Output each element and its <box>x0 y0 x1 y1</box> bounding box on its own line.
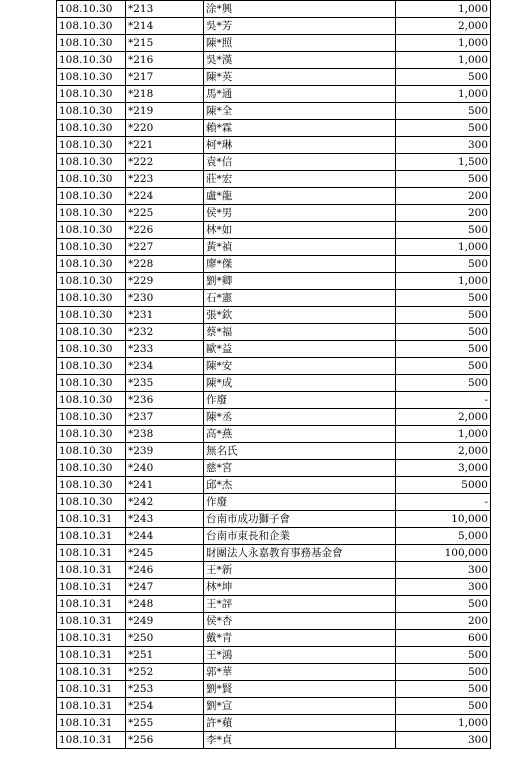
date-cell: 108.10.31 <box>57 545 126 562</box>
date-cell: 108.10.31 <box>57 596 126 613</box>
donor-name-cell: 廖*傑 <box>204 256 396 273</box>
receipt-number-cell: *246 <box>126 562 204 579</box>
table-row <box>57 154 491 171</box>
table-row <box>57 443 491 460</box>
date-cell: 108.10.30 <box>57 256 126 273</box>
date-cell: 108.10.30 <box>57 1 126 18</box>
amount-cell: 500 <box>396 171 491 188</box>
donor-name-cell: 張*欽 <box>204 307 396 324</box>
amount-cell: 5000 <box>396 477 491 494</box>
date-cell: 108.10.30 <box>57 137 126 154</box>
receipt-number-cell: *217 <box>126 69 204 86</box>
date-cell: 108.10.30 <box>57 205 126 222</box>
amount-cell: 500 <box>396 120 491 137</box>
receipt-number-cell: *230 <box>126 290 204 307</box>
date-cell: 108.10.30 <box>57 324 126 341</box>
amount-cell: 2,000 <box>396 18 491 35</box>
receipt-number-cell: *226 <box>126 222 204 239</box>
donor-name-cell: 侯*杏 <box>204 613 396 630</box>
date-cell: 108.10.30 <box>57 222 126 239</box>
donor-name-cell: 黃*禎 <box>204 239 396 256</box>
table-row <box>57 307 491 324</box>
donor-name-cell: 戴*青 <box>204 630 396 647</box>
date-cell: 108.10.30 <box>57 120 126 137</box>
donor-name-cell: 作廢 <box>204 494 396 511</box>
date-cell: 108.10.31 <box>57 647 126 664</box>
table-row <box>57 409 491 426</box>
table-row <box>57 52 491 69</box>
receipt-number-cell: *221 <box>126 137 204 154</box>
date-cell: 108.10.30 <box>57 18 126 35</box>
date-cell: 108.10.31 <box>57 698 126 715</box>
amount-cell: 100,000 <box>396 545 491 562</box>
date-cell: 108.10.30 <box>57 103 126 120</box>
amount-cell: 2,000 <box>396 409 491 426</box>
amount-cell: 1,500 <box>396 154 491 171</box>
receipt-number-cell: *241 <box>126 477 204 494</box>
donor-name-cell: 盧*龍 <box>204 188 396 205</box>
amount-cell: 200 <box>396 188 491 205</box>
donor-name-cell: 柯*琳 <box>204 137 396 154</box>
receipt-number-cell: *243 <box>126 511 204 528</box>
receipt-number-cell: *254 <box>126 698 204 715</box>
amount-cell: 500 <box>396 596 491 613</box>
table-row <box>57 239 491 256</box>
donor-name-cell: 無名氏 <box>204 443 396 460</box>
date-cell: 108.10.31 <box>57 562 126 579</box>
donor-name-cell: 王*新 <box>204 562 396 579</box>
receipt-number-cell: *251 <box>126 647 204 664</box>
date-cell: 108.10.31 <box>57 732 126 749</box>
donor-name-cell: 高*燕 <box>204 426 396 443</box>
table-row <box>57 511 491 528</box>
receipt-number-cell: *213 <box>126 1 204 18</box>
amount-cell: 1,000 <box>396 86 491 103</box>
amount-cell: 500 <box>396 324 491 341</box>
table-row <box>57 596 491 613</box>
table-row <box>57 732 491 749</box>
table-row <box>57 358 491 375</box>
receipt-number-cell: *256 <box>126 732 204 749</box>
donor-name-cell: 陳*成 <box>204 375 396 392</box>
amount-cell: 1,000 <box>396 239 491 256</box>
table-row <box>57 341 491 358</box>
receipt-number-cell: *235 <box>126 375 204 392</box>
receipt-number-cell: *252 <box>126 664 204 681</box>
donor-name-cell: 陳*照 <box>204 35 396 52</box>
amount-cell: 1,000 <box>396 1 491 18</box>
donor-name-cell: 王*評 <box>204 596 396 613</box>
donor-name-cell: 慈*宮 <box>204 460 396 477</box>
receipt-number-cell: *232 <box>126 324 204 341</box>
amount-cell: - <box>396 392 491 409</box>
donor-name-cell: 王*鴻 <box>204 647 396 664</box>
table-row <box>57 222 491 239</box>
amount-cell: 500 <box>396 103 491 120</box>
receipt-number-cell: *239 <box>126 443 204 460</box>
date-cell: 108.10.30 <box>57 86 126 103</box>
table-row <box>57 18 491 35</box>
receipt-number-cell: *216 <box>126 52 204 69</box>
amount-cell: 200 <box>396 613 491 630</box>
donor-name-cell: 侯*男 <box>204 205 396 222</box>
donor-name-cell: 陳*全 <box>204 103 396 120</box>
table-row <box>57 171 491 188</box>
table-row <box>57 562 491 579</box>
receipt-number-cell: *238 <box>126 426 204 443</box>
receipt-number-cell: *234 <box>126 358 204 375</box>
table-row <box>57 120 491 137</box>
donor-name-cell: 李*貞 <box>204 732 396 749</box>
donor-name-cell: 吳*芳 <box>204 18 396 35</box>
table-row <box>57 579 491 596</box>
amount-cell: 500 <box>396 681 491 698</box>
table-row <box>57 528 491 545</box>
table-row <box>57 273 491 290</box>
table-row <box>57 613 491 630</box>
date-cell: 108.10.30 <box>57 307 126 324</box>
receipt-number-cell: *233 <box>126 341 204 358</box>
donor-name-cell: 馬*通 <box>204 86 396 103</box>
receipt-number-cell: *249 <box>126 613 204 630</box>
receipt-number-cell: *236 <box>126 392 204 409</box>
table-row <box>57 715 491 732</box>
donation-ledger-table <box>56 0 491 749</box>
receipt-number-cell: *250 <box>126 630 204 647</box>
amount-cell: 10,000 <box>396 511 491 528</box>
table-row <box>57 290 491 307</box>
amount-cell: 1,000 <box>396 715 491 732</box>
date-cell: 108.10.30 <box>57 69 126 86</box>
amount-cell: 500 <box>396 647 491 664</box>
date-cell: 108.10.30 <box>57 375 126 392</box>
donor-name-cell: 邱*杰 <box>204 477 396 494</box>
date-cell: 108.10.30 <box>57 409 126 426</box>
amount-cell: 500 <box>396 341 491 358</box>
donor-name-cell: 吳*漢 <box>204 52 396 69</box>
receipt-number-cell: *255 <box>126 715 204 732</box>
table-row <box>57 205 491 222</box>
donor-name-cell: 陳*丞 <box>204 409 396 426</box>
date-cell: 108.10.30 <box>57 52 126 69</box>
table-row <box>57 647 491 664</box>
amount-cell: 500 <box>396 698 491 715</box>
donor-name-cell: 財團法人永嘉教育事務基金會 <box>204 545 396 562</box>
receipt-number-cell: *240 <box>126 460 204 477</box>
date-cell: 108.10.30 <box>57 358 126 375</box>
receipt-number-cell: *228 <box>126 256 204 273</box>
amount-cell: 200 <box>396 205 491 222</box>
date-cell: 108.10.30 <box>57 392 126 409</box>
table-row <box>57 545 491 562</box>
donor-name-cell: 涂*興 <box>204 1 396 18</box>
date-cell: 108.10.31 <box>57 715 126 732</box>
table-row <box>57 375 491 392</box>
donor-name-cell: 林*坤 <box>204 579 396 596</box>
date-cell: 108.10.30 <box>57 273 126 290</box>
ledger-body <box>57 1 491 749</box>
donor-name-cell: 台南市東長和企業 <box>204 528 396 545</box>
date-cell: 108.10.30 <box>57 35 126 52</box>
receipt-number-cell: *231 <box>126 307 204 324</box>
table-row <box>57 324 491 341</box>
donor-name-cell: 劉*卿 <box>204 273 396 290</box>
donor-name-cell: 莊*宏 <box>204 171 396 188</box>
date-cell: 108.10.30 <box>57 171 126 188</box>
table-row <box>57 460 491 477</box>
date-cell: 108.10.30 <box>57 154 126 171</box>
donor-name-cell: 郭*華 <box>204 664 396 681</box>
amount-cell: 2,000 <box>396 443 491 460</box>
table-row <box>57 494 491 511</box>
table-row <box>57 477 491 494</box>
date-cell: 108.10.30 <box>57 290 126 307</box>
receipt-number-cell: *248 <box>126 596 204 613</box>
amount-cell: 1,000 <box>396 52 491 69</box>
date-cell: 108.10.30 <box>57 494 126 511</box>
receipt-number-cell: *242 <box>126 494 204 511</box>
table-row <box>57 392 491 409</box>
amount-cell: - <box>396 494 491 511</box>
amount-cell: 1,000 <box>396 35 491 52</box>
table-row <box>57 35 491 52</box>
table-row <box>57 664 491 681</box>
donor-name-cell: 陳*安 <box>204 358 396 375</box>
date-cell: 108.10.30 <box>57 341 126 358</box>
receipt-number-cell: *245 <box>126 545 204 562</box>
table-row <box>57 630 491 647</box>
table-row <box>57 1 491 18</box>
donor-name-cell: 賴*霖 <box>204 120 396 137</box>
table-row <box>57 681 491 698</box>
table-row <box>57 69 491 86</box>
donor-name-cell: 許*蘋 <box>204 715 396 732</box>
date-cell: 108.10.30 <box>57 460 126 477</box>
amount-cell: 300 <box>396 137 491 154</box>
amount-cell: 1,000 <box>396 426 491 443</box>
amount-cell: 300 <box>396 562 491 579</box>
table-row <box>57 426 491 443</box>
receipt-number-cell: *227 <box>126 239 204 256</box>
receipt-number-cell: *229 <box>126 273 204 290</box>
receipt-number-cell: *218 <box>126 86 204 103</box>
date-cell: 108.10.30 <box>57 477 126 494</box>
amount-cell: 500 <box>396 307 491 324</box>
date-cell: 108.10.30 <box>57 188 126 205</box>
donor-name-cell: 林*如 <box>204 222 396 239</box>
table-row <box>57 103 491 120</box>
amount-cell: 500 <box>396 256 491 273</box>
receipt-number-cell: *219 <box>126 103 204 120</box>
receipt-number-cell: *247 <box>126 579 204 596</box>
receipt-number-cell: *214 <box>126 18 204 35</box>
donor-name-cell: 陳*英 <box>204 69 396 86</box>
date-cell: 108.10.30 <box>57 426 126 443</box>
amount-cell: 300 <box>396 732 491 749</box>
receipt-number-cell: *215 <box>126 35 204 52</box>
donor-name-cell: 蔡*福 <box>204 324 396 341</box>
date-cell: 108.10.31 <box>57 579 126 596</box>
date-cell: 108.10.30 <box>57 443 126 460</box>
donor-name-cell: 作廢 <box>204 392 396 409</box>
table-row <box>57 698 491 715</box>
donor-name-cell: 劉*賢 <box>204 681 396 698</box>
date-cell: 108.10.31 <box>57 664 126 681</box>
amount-cell: 500 <box>396 664 491 681</box>
receipt-number-cell: *253 <box>126 681 204 698</box>
table-row <box>57 137 491 154</box>
date-cell: 108.10.31 <box>57 613 126 630</box>
table-row <box>57 86 491 103</box>
date-cell: 108.10.31 <box>57 681 126 698</box>
amount-cell: 500 <box>396 69 491 86</box>
date-cell: 108.10.31 <box>57 528 126 545</box>
table-row <box>57 188 491 205</box>
receipt-number-cell: *225 <box>126 205 204 222</box>
amount-cell: 600 <box>396 630 491 647</box>
receipt-number-cell: *222 <box>126 154 204 171</box>
donor-name-cell: 袁*信 <box>204 154 396 171</box>
donor-name-cell: 劉*宣 <box>204 698 396 715</box>
amount-cell: 300 <box>396 579 491 596</box>
receipt-number-cell: *237 <box>126 409 204 426</box>
donor-name-cell: 歐*益 <box>204 341 396 358</box>
amount-cell: 500 <box>396 358 491 375</box>
receipt-number-cell: *224 <box>126 188 204 205</box>
amount-cell: 500 <box>396 375 491 392</box>
receipt-number-cell: *223 <box>126 171 204 188</box>
amount-cell: 1,000 <box>396 273 491 290</box>
receipt-number-cell: *244 <box>126 528 204 545</box>
date-cell: 108.10.30 <box>57 239 126 256</box>
date-cell: 108.10.31 <box>57 511 126 528</box>
donor-name-cell: 台南市成功獅子會 <box>204 511 396 528</box>
table-row <box>57 256 491 273</box>
amount-cell: 500 <box>396 290 491 307</box>
date-cell: 108.10.31 <box>57 630 126 647</box>
amount-cell: 5,000 <box>396 528 491 545</box>
receipt-number-cell: *220 <box>126 120 204 137</box>
amount-cell: 500 <box>396 222 491 239</box>
donor-name-cell: 石*憲 <box>204 290 396 307</box>
amount-cell: 3,000 <box>396 460 491 477</box>
